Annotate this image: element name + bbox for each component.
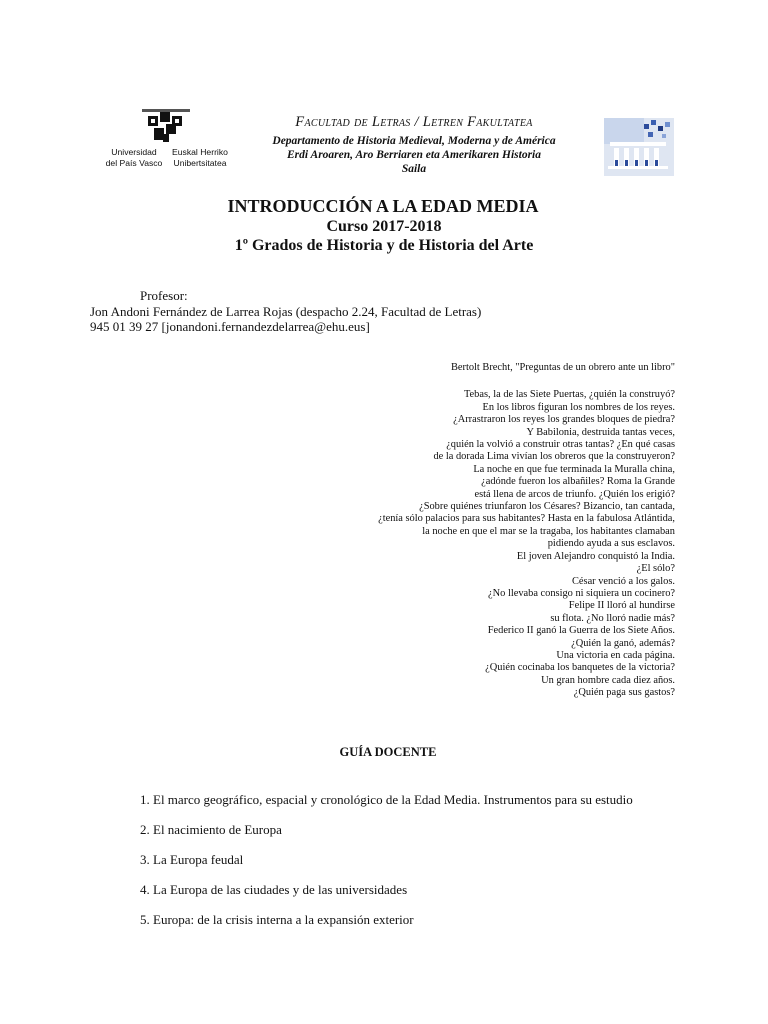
- professor-contact: 945 01 39 27 [jonandoni.fernandezdelarrea@ehu.eus]: [90, 319, 370, 334]
- topic-item: 3. La Europa feudal: [140, 852, 244, 867]
- poem-attribution: Bertolt Brecht, "Preguntas de un obrero ante un libro": [450, 362, 675, 373]
- poem-line: Tebas, la de las Siete Puertas, ¿quién la construyó?: [463, 389, 675, 401]
- title-block: [0, 195, 768, 256]
- poem-line: En los libros figuran los nombres de los reyes.: [482, 401, 675, 413]
- header-text: [240, 112, 588, 176]
- poem-line: ¿Sobre quiénes triunfaron los Césares? Bizancio, tan cantada,: [419, 501, 675, 513]
- poem-line: ¿Arrastraron los reyes los grandes bloques de piedra?: [453, 414, 675, 426]
- poem-line: Un gran hombre cada diez años.: [541, 674, 675, 686]
- poem-line: Una victoria en cada página.: [556, 649, 675, 661]
- poem-line: ¿No llevaba consigo ni siquiera un cocinero?: [488, 587, 675, 599]
- course-degree: 1º Grados de Historia y de Historia del Arte: [234, 237, 534, 254]
- poem-line: la noche en que el mar se la tragaba, los habitantes clamaban: [422, 525, 675, 537]
- topic-item: 2. El nacimiento de Europa: [140, 822, 282, 837]
- faculty-building-logo-icon: [604, 118, 674, 176]
- university-emblem-icon: [146, 110, 186, 144]
- professor-name: Jon Andoni Fernández de Larrea Rojas (despacho 2.24, Facultad de Letras): [90, 303, 482, 319]
- guide-heading: GUÍA DOCENTE: [339, 745, 437, 759]
- poem-line: ¿adónde fueron los albañiles? Roma la Grande: [481, 476, 675, 488]
- topic-item: 1. El marco geográfico, espacial y cronológico de la Edad Media. Instrumentos para su estudio: [140, 792, 633, 807]
- topic-item: 5. Europa: de la crisis interna a la expansión exterior: [140, 912, 414, 927]
- poem-lines: [300, 389, 675, 699]
- faculty-logo: [604, 118, 674, 176]
- department-name-eu-suffix: Saila: [401, 163, 427, 175]
- poem-line: César venció a los galos.: [571, 575, 675, 587]
- faculty-name: Facultad de Letras / Letren Fakultatea: [295, 114, 533, 130]
- poem-line: Felipe II lloró al hundirse: [568, 600, 675, 612]
- professor-label: Profesor:: [140, 288, 188, 303]
- poem-line: Y Babilonia, destruida tantas veces,: [526, 426, 675, 438]
- poem-line: de la dorada Lima vivían los obreros que la construyeron?: [433, 451, 675, 463]
- university-name-es: Universidad del País Vasco: [105, 147, 163, 168]
- poem-line: ¿Quién cocinaba los banquetes de la victoria?: [485, 662, 675, 674]
- poem-line: Federico II ganó la Guerra de los Siete Años.: [487, 625, 675, 637]
- poem-line: ¿El sólo?: [636, 563, 675, 575]
- department-name-eu: Erdi Aroaren, Aro Berriaren eta Amerikaren Historia: [287, 149, 541, 161]
- poem-line: La noche en que fue terminada la Muralla china,: [473, 463, 675, 475]
- poem-line: ¿quién la volvió a construir otras tantas? ¿En qué casas: [446, 439, 675, 451]
- poem-line: su flota. ¿No lloró nadie más?: [550, 612, 675, 624]
- poem-line: está llena de arcos de triunfo. ¿Quién los erigió?: [474, 488, 675, 500]
- poem-line: ¿tenía sólo palacios para sus habitantes? Hasta en la fabulosa Atlántida,: [378, 513, 675, 525]
- poem-quote: [300, 362, 675, 700]
- professor-block: [90, 288, 481, 335]
- university-name-eu: Euskal Herriko Unibertsitatea: [172, 147, 228, 168]
- department-name: Departamento de Historia Medieval, Moderna y de América: [272, 135, 556, 147]
- topics-list: [140, 792, 633, 942]
- poem-line: ¿Quién la ganó, además?: [571, 637, 675, 649]
- poem-line: ¿Quién paga sus gastos?: [573, 687, 675, 699]
- course-year: Curso 2017-2018: [326, 218, 442, 235]
- topic-item: 4. La Europa de las ciudades y de las universidades: [140, 882, 408, 897]
- poem-line: pidiendo ayuda a sus esclavos.: [547, 538, 675, 550]
- poem-line: El joven Alejandro conquistó la India.: [516, 550, 675, 562]
- university-logo: [100, 110, 230, 172]
- course-title: INTRODUCCIÓN A LA EDAD MEDIA: [227, 196, 539, 216]
